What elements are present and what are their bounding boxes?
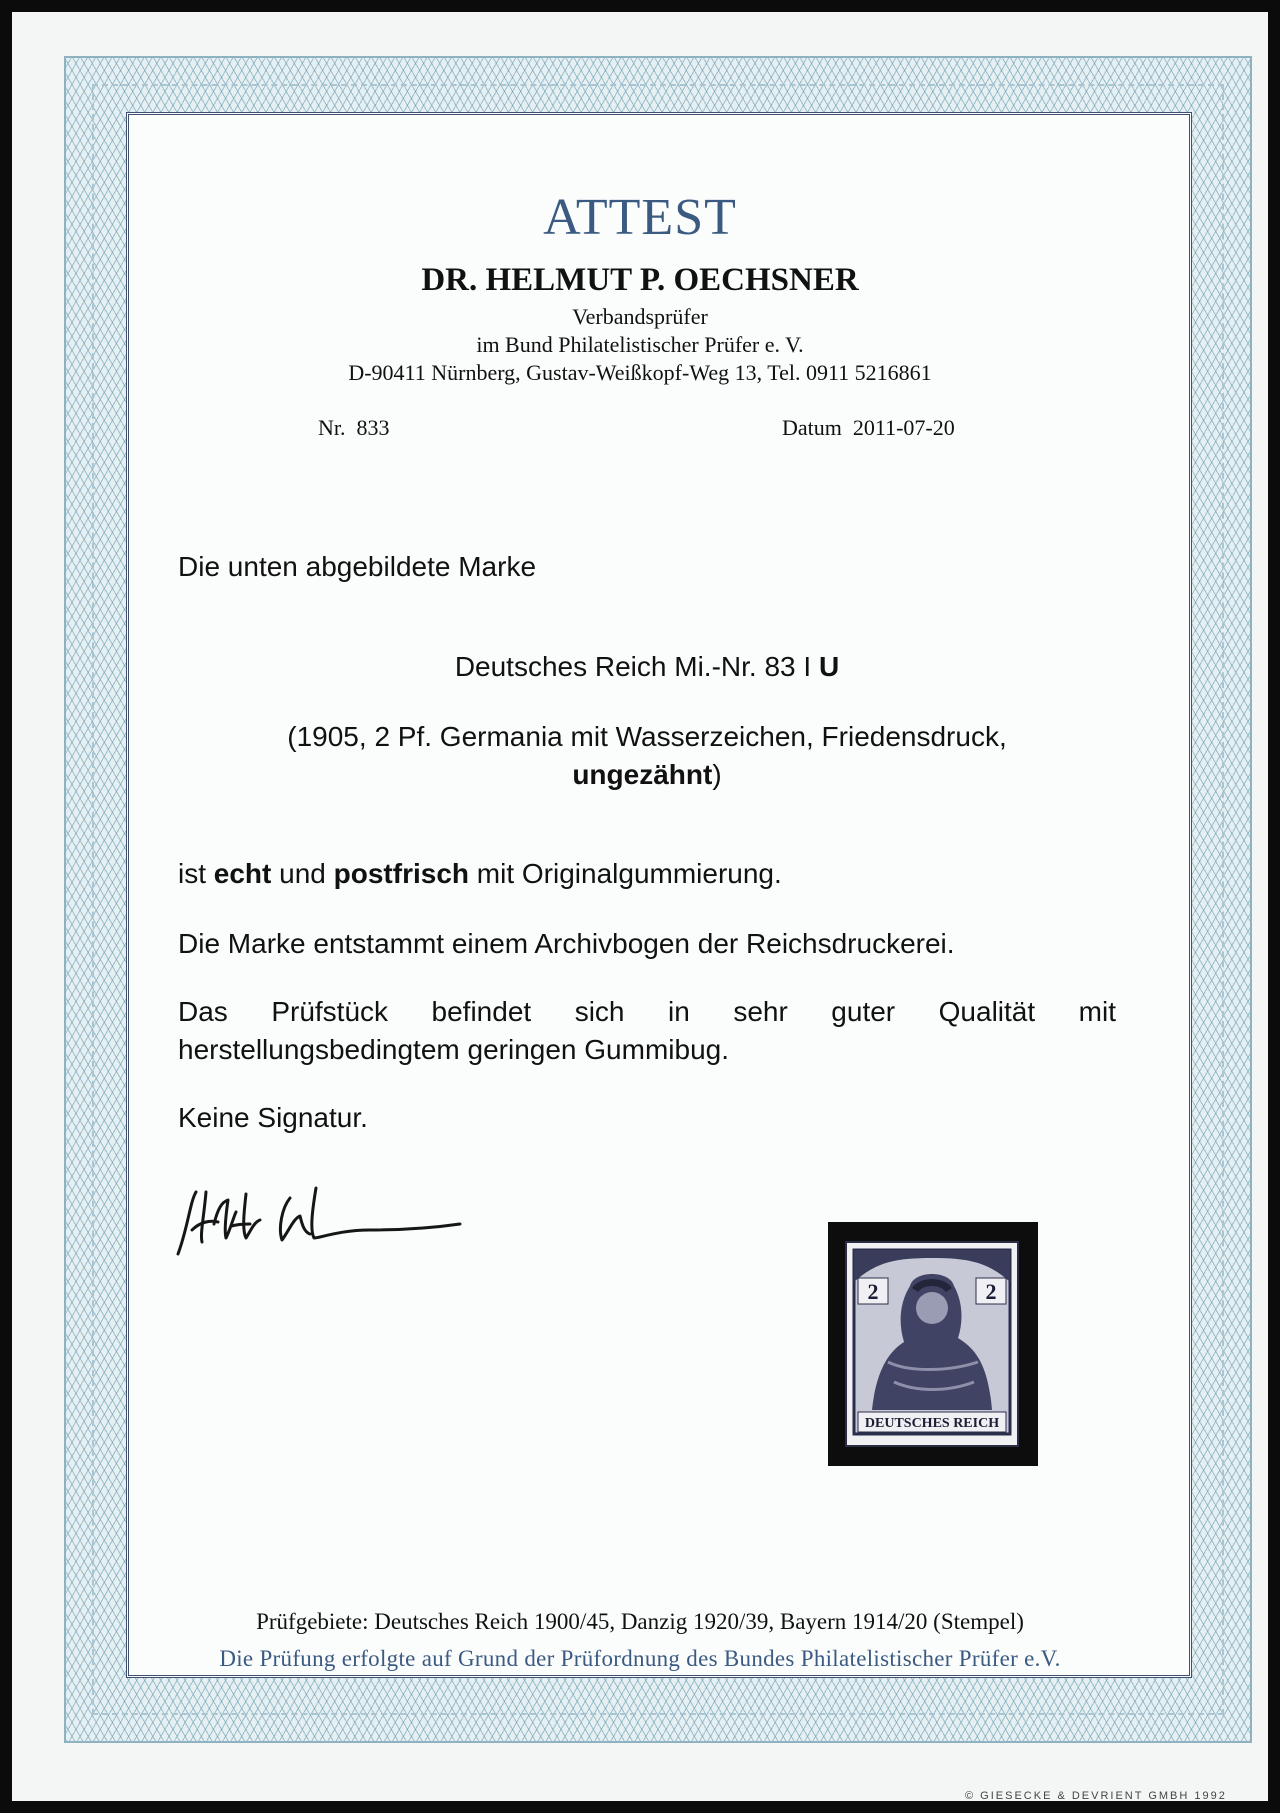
- intro-text: Die unten abgebildete Marke: [178, 551, 537, 582]
- status-post: mit Originalgummierung.: [476, 858, 782, 889]
- examination-fields: Prüfgebiete: Deutsches Reich 1900/45, Danzig 1920/39, Bayern 1914/20 (Stempel): [256, 1609, 1024, 1634]
- condition-text: Das Prüfstück befindet sich in sehr guter Qualität mit herstellungsbedingtem geringen Gummibug.: [178, 996, 1116, 1065]
- status-postfrisch: postfrisch: [333, 858, 469, 889]
- footer-statement: Die Prüfung erfolgte auf Grund der Prüfordnung des Bundes Philatelistischer Prüfer e.V.: [219, 1646, 1061, 1671]
- examiner-role: Verbandsprüfer: [572, 304, 708, 329]
- origin-text: Die Marke entstammt einem Archivbogen der Reichsdruckerei.: [178, 928, 955, 959]
- status-echt: echt: [213, 858, 272, 889]
- signature: [170, 1172, 470, 1262]
- status-pre: ist: [178, 858, 206, 889]
- examiner-name: DR. HELMUT P. OECHSNER: [421, 262, 859, 298]
- stamp-value-left: 2: [867, 1279, 879, 1304]
- examiner-address: D-90411 Nürnberg, Gustav-Weißkopf-Weg 13, Tel. 0911 5216861: [348, 360, 932, 385]
- description-bold: ungezähnt: [572, 759, 713, 790]
- number-value: 833: [356, 415, 390, 440]
- germania-stamp: [828, 1222, 1038, 1466]
- description-close: ): [712, 759, 722, 790]
- certificate-number: [318, 415, 390, 441]
- stamp-value-right: 2: [985, 1279, 997, 1304]
- printer-imprint: © GIESECKE & DEVRIENT GMBH 1992: [965, 1790, 1227, 1802]
- stamp-image: [828, 1222, 1038, 1466]
- date-label: Datum: [782, 415, 842, 440]
- signature-stroke: [178, 1188, 460, 1254]
- germania-face: [916, 1292, 948, 1324]
- status-line: [178, 855, 1116, 893]
- document-title: ATTEST: [543, 189, 737, 246]
- description-line-1: (1905, 2 Pf. Germania mit Wasserzeichen, Friedensdruck,: [287, 721, 1007, 752]
- description-line-2: [178, 756, 1116, 794]
- signature-note: Keine Signatur.: [178, 1102, 368, 1133]
- date-value: 2011-07-20: [852, 415, 955, 440]
- certificate-date: [782, 415, 955, 441]
- catalog-suffix: U: [818, 651, 840, 682]
- catalog-number: [178, 648, 1116, 686]
- status-und: und: [279, 858, 326, 889]
- stamp-description: [178, 718, 1116, 794]
- stamp-caption: DEUTSCHES REICH: [864, 1416, 1000, 1431]
- number-label: Nr.: [318, 415, 346, 440]
- catalog-prefix: Deutsches Reich Mi.-Nr. 83 I: [454, 651, 812, 682]
- examiner-association: im Bund Philatelistischer Prüfer e. V.: [476, 332, 804, 357]
